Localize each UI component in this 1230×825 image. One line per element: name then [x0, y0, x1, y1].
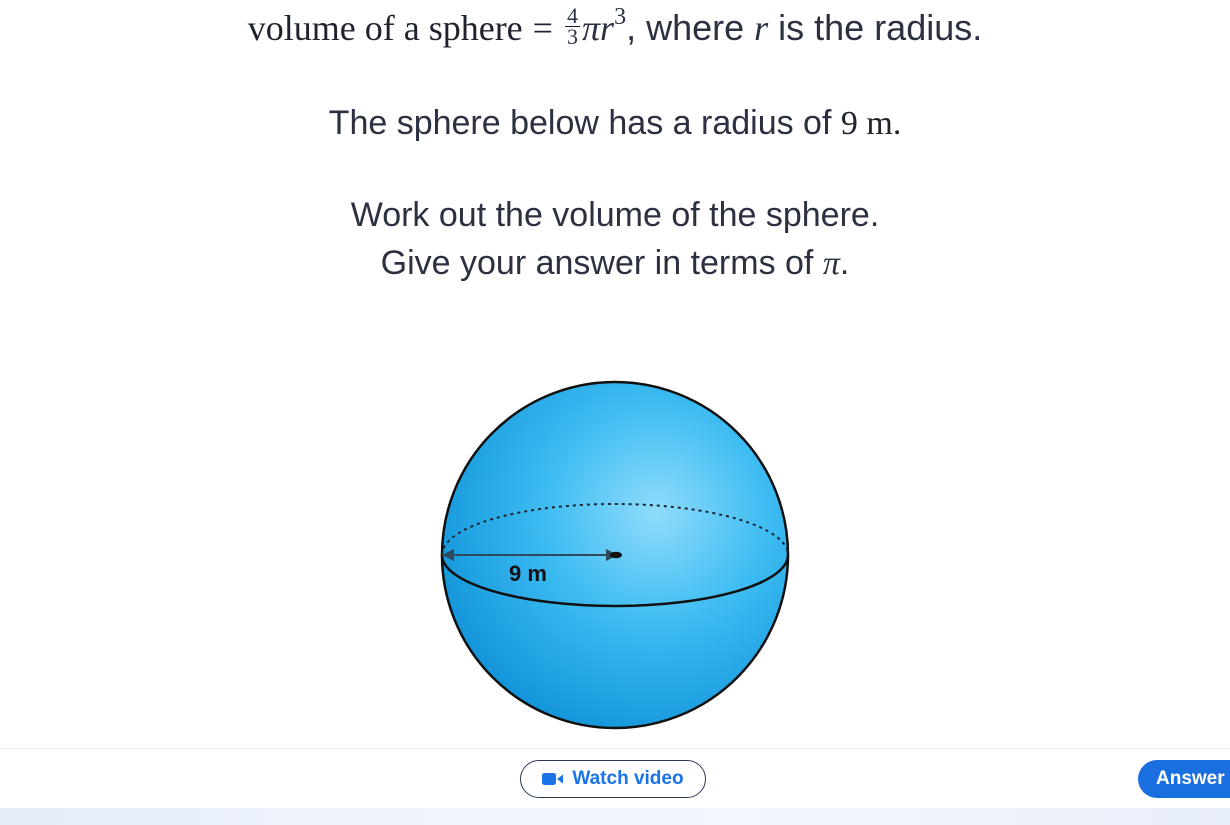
formula-exponent: 3 — [614, 4, 627, 30]
radius-statement — [0, 104, 1230, 143]
watch-video-button[interactable] — [520, 760, 706, 798]
formula-lhs: volume of a sphere — [247, 8, 523, 48]
radius-value: 9 — [840, 105, 858, 142]
formula-where: , where — [626, 7, 755, 48]
formula-where-rest: is the radius. — [768, 7, 983, 48]
center-point — [610, 552, 622, 558]
answer-format-text: Give your answer in terms of — [380, 244, 823, 282]
instruction-line: Work out the volume of the sphere. — [350, 196, 880, 234]
answer-format-period: . — [839, 244, 850, 282]
formula-equals: = — [532, 8, 553, 48]
radius-statement-text: The sphere below has a radius of — [328, 104, 841, 142]
formula-fraction — [565, 2, 580, 49]
formula-line — [0, 4, 1230, 51]
fraction-denominator: 3 — [567, 23, 578, 49]
bottom-band — [0, 808, 1230, 825]
answer-button[interactable] — [1138, 760, 1230, 798]
radius-unit: m — [857, 105, 893, 142]
answer-label: Answer — [1156, 768, 1225, 789]
video-camera-icon — [542, 772, 564, 786]
fraction-numerator: 4 — [567, 2, 578, 28]
formula-pi: π — [582, 8, 601, 48]
watch-video-label: Watch video — [572, 768, 684, 789]
answer-format-pi: π — [822, 245, 840, 282]
formula-var: r — [600, 8, 615, 48]
formula-where-var: r — [754, 8, 769, 48]
radius-period: . — [892, 105, 902, 142]
answer-format-line — [0, 244, 1230, 283]
sphere-diagram — [420, 370, 810, 740]
radius-label: 9 m — [509, 561, 547, 586]
footer-divider — [0, 748, 1230, 749]
